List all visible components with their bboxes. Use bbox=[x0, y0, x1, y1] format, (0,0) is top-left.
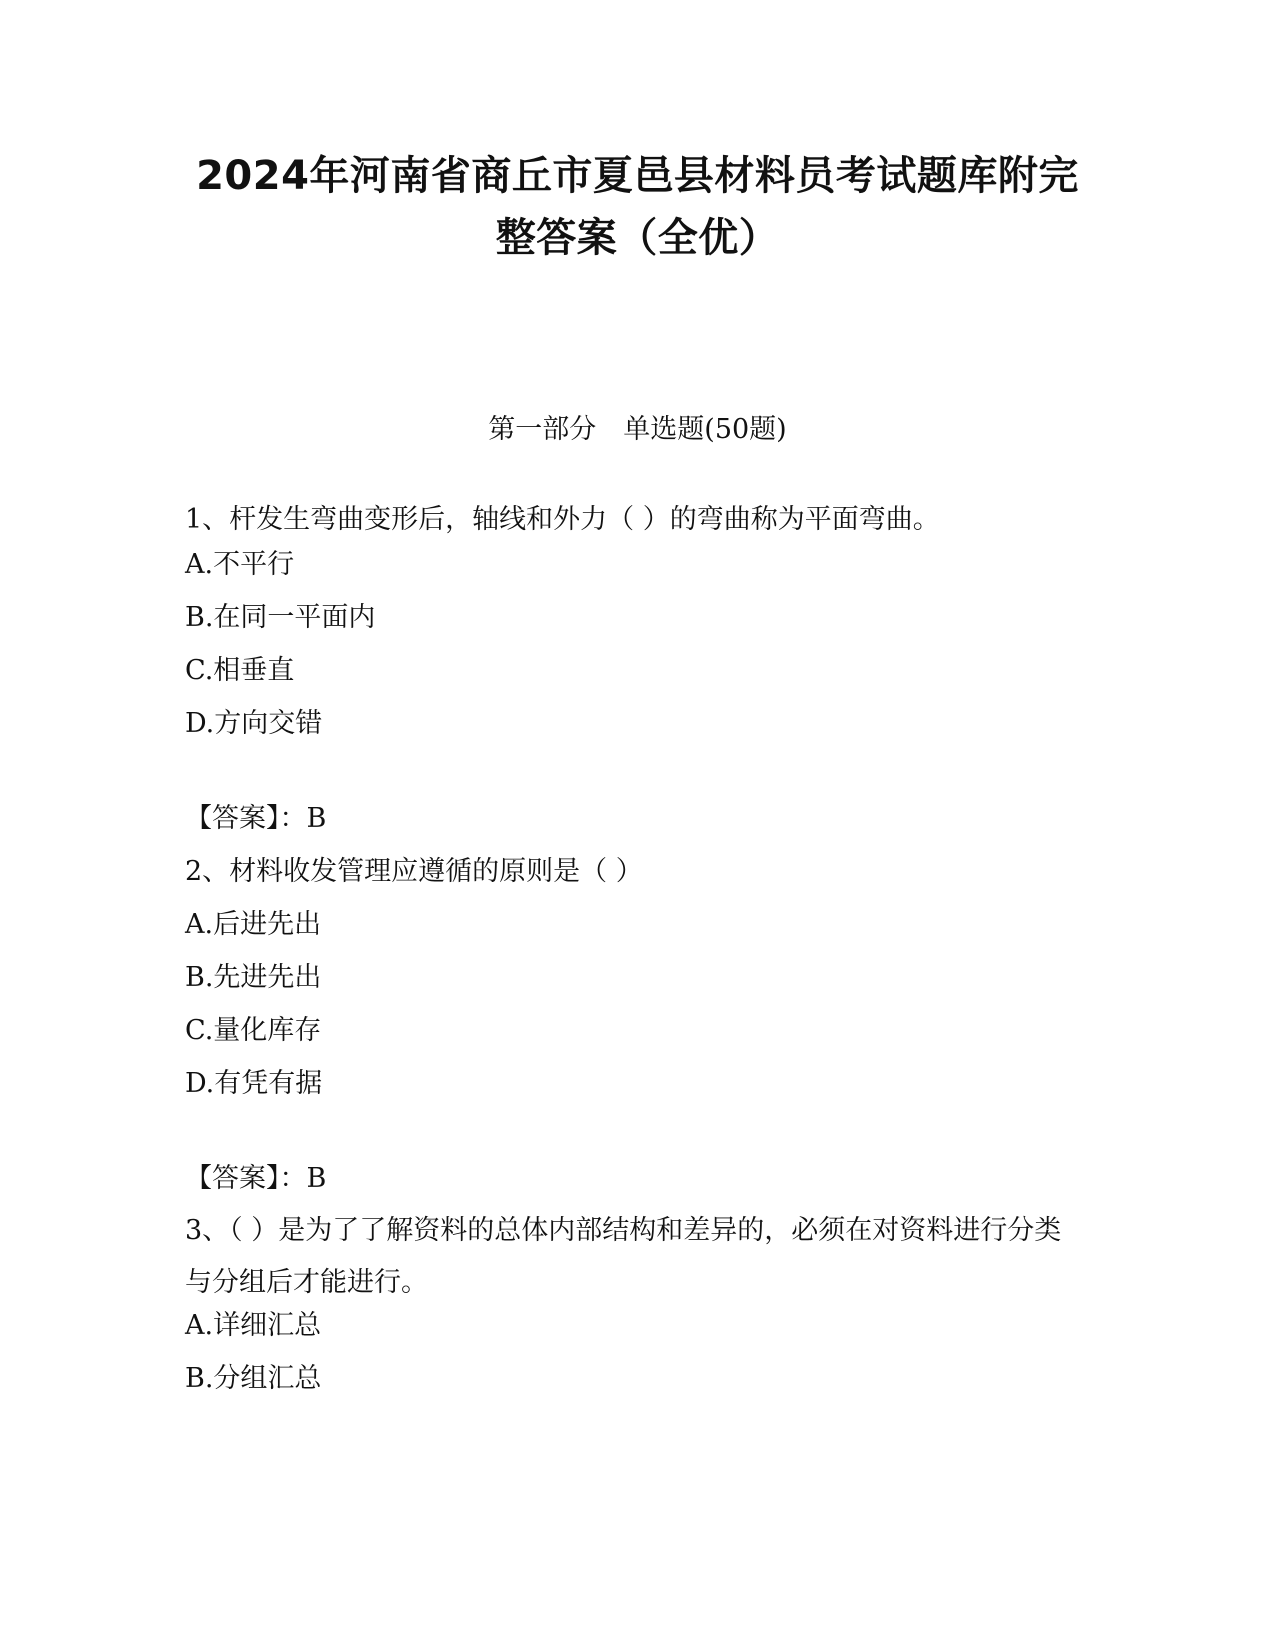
question-3-option-b: B.分组汇总 bbox=[185, 1363, 322, 1394]
question-2-option-d: D.有凭有据 bbox=[185, 1068, 323, 1099]
question-2-option-b: B.先进先出 bbox=[185, 962, 322, 993]
question-1-stem: 1、杆发生弯曲变形后，轴线和外力（ ）的弯曲称为平面弯曲。 bbox=[185, 504, 940, 535]
document-title-line-1: 2024年河南省商丘市夏邑县材料员考试题库附完 bbox=[196, 153, 1079, 199]
question-1-option-a: A.不平行 bbox=[185, 549, 295, 580]
document-title-line-2: 整答案（全优） bbox=[495, 215, 780, 261]
question-3-option-a: A.详细汇总 bbox=[185, 1310, 322, 1341]
question-2-stem: 2、材料收发管理应遵循的原则是（ ） bbox=[185, 856, 643, 887]
question-2-option-a: A.后进先出 bbox=[185, 909, 322, 940]
question-1-option-d: D.方向交错 bbox=[185, 708, 323, 739]
question-2-option-c: C.量化库存 bbox=[185, 1015, 322, 1046]
question-1-answer: 【答案】：B bbox=[185, 803, 327, 834]
question-2-answer: 【答案】：B bbox=[185, 1163, 327, 1194]
question-3-stem: 3、（ ）是为了了解资料的总体内部结构和差异的，必须在对资料进行分类与分组后才能进行。 bbox=[185, 1215, 1062, 1298]
section-heading: 第一部分 单选题(50题) bbox=[488, 414, 787, 445]
question-1-option-c: C.相垂直 bbox=[185, 655, 295, 686]
question-1-option-b: B.在同一平面内 bbox=[185, 602, 376, 633]
